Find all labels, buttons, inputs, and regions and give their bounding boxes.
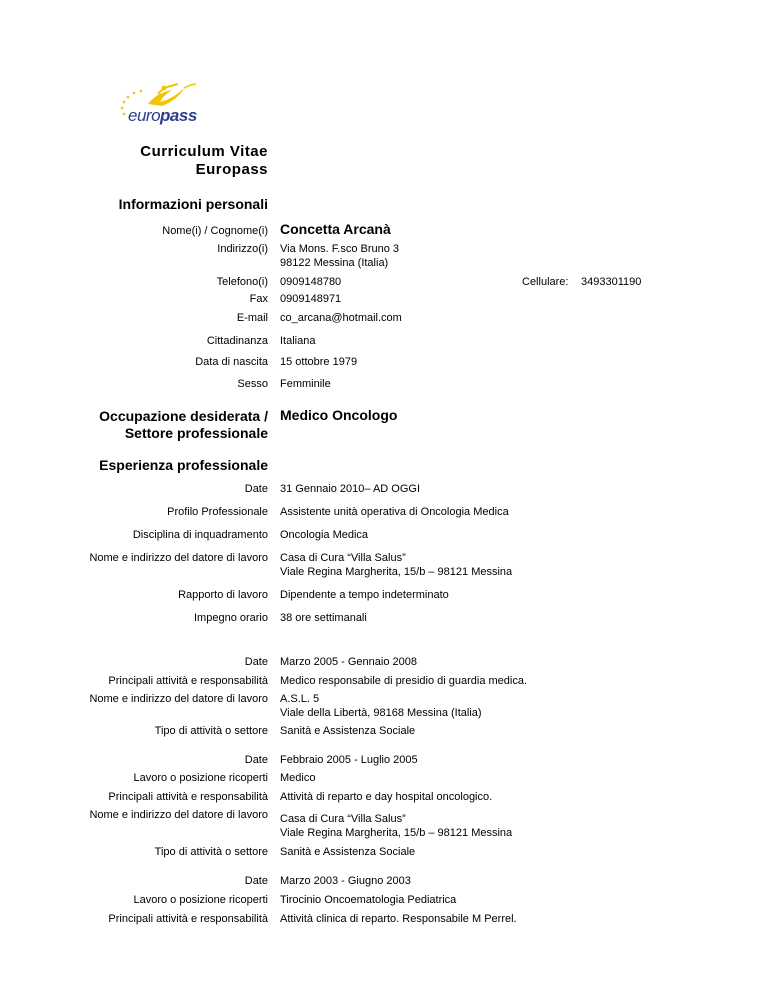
occupation-heading-2: Settore professionale	[124, 425, 268, 441]
full-name: Concetta Arcanà	[280, 221, 391, 237]
section-personal-info: Informazioni personali	[118, 196, 268, 212]
job2-date: Marzo 2005 - Gennaio 2008	[280, 656, 417, 668]
fax-value: 0909148971	[280, 293, 342, 305]
job3-position: Medico	[280, 772, 316, 784]
job2-duties-label: Principali attività e responsabilità	[108, 675, 268, 687]
email-value[interactable]: co_arcana@hotmail.com	[280, 312, 402, 324]
job1-discipline-label: Disciplina di inquadramento	[132, 529, 268, 541]
section-experience: Esperienza professionale	[99, 457, 268, 473]
job1-contract: Dipendente a tempo indeterminato	[280, 589, 449, 601]
address-line-2: 98122 Messina (Italia)	[280, 257, 389, 269]
address-label: Indirizzo(i)	[217, 243, 268, 255]
job1-profile-label: Profilo Professionale	[167, 506, 268, 518]
section-occupation	[99, 408, 268, 442]
job1-date: 31 Gennaio 2010– AD OGGI	[280, 483, 421, 495]
occupation-value: Medico Oncologo	[280, 407, 398, 423]
job2-date-label: Date	[244, 656, 268, 668]
job2-sector: Sanità e Assistenza Sociale	[280, 725, 416, 737]
title-line-1: Curriculum Vitae	[140, 143, 268, 160]
job4-duties: Attività clinica di reparto. Responsabile M Perrel.	[280, 913, 517, 925]
job3-position-label: Lavoro o posizione ricoperti	[133, 772, 268, 784]
job2-employer-label: Nome e indirizzo del datore di lavoro	[89, 693, 268, 705]
fax-label: Fax	[249, 293, 268, 305]
job4-position-label: Lavoro o posizione ricoperti	[133, 894, 268, 906]
job1-employer-name: Casa di Cura “Villa Salus”	[280, 552, 406, 564]
occupation-heading-1: Occupazione desiderata /	[99, 408, 268, 424]
job3-date-label: Date	[244, 754, 268, 766]
citizenship-value: Italiana	[280, 335, 316, 347]
job4-position: Tirocinio Oncoematologia Pediatrica	[280, 894, 457, 906]
europass-logo	[118, 82, 210, 128]
job3-date: Febbraio 2005 - Luglio 2005	[280, 754, 418, 766]
address-line-1: Via Mons. F.sco Bruno 3	[280, 243, 400, 255]
job1-employer-label: Nome e indirizzo del datore di lavoro	[89, 552, 268, 564]
citizenship-label: Cittadinanza	[206, 335, 268, 347]
job2-duties: Medico responsabile di presidio di guardia medica.	[280, 675, 528, 687]
job1-date-label: Date	[244, 483, 268, 495]
email-label: E-mail	[236, 312, 268, 324]
job3-sector-label: Tipo di attività o settore	[154, 846, 268, 858]
phone-value: 0909148780	[280, 276, 342, 288]
phone-label: Telefono(i)	[216, 276, 268, 288]
job4-date: Marzo 2003 - Giugno 2003	[280, 875, 411, 887]
job2-employer-name: A.S.L. 5	[280, 693, 320, 705]
job3-employer-name: Casa di Cura “Villa Salus”	[280, 813, 406, 825]
sex-label: Sesso	[237, 378, 268, 390]
name-label: Nome(i) / Cognome(i)	[162, 225, 268, 237]
europass-wordmark	[128, 106, 197, 126]
logo-part-euro: euro	[128, 106, 161, 125]
job1-profile: Assistente unità operativa di Oncologia Medica	[280, 506, 509, 518]
job1-contract-label: Rapporto di lavoro	[178, 589, 268, 601]
job3-duties-label: Principali attività e responsabilità	[108, 791, 268, 803]
job1-discipline: Oncologia Medica	[280, 529, 369, 541]
job2-sector-label: Tipo di attività o settore	[154, 725, 268, 737]
job4-date-label: Date	[244, 875, 268, 887]
job3-duties: Attività di reparto e day hospital oncologico.	[280, 791, 493, 803]
job1-hours-label: Impegno orario	[194, 612, 268, 624]
mobile-label: Cellulare:	[522, 276, 569, 288]
job3-employer-address: Viale Regina Margherita, 15/b – 98121 Messina	[280, 827, 513, 839]
sex-value: Femminile	[280, 378, 331, 390]
logo-part-pass: pass	[160, 106, 197, 125]
mobile-value: 3493301190	[581, 276, 642, 288]
birth-value: 15 ottobre 1979	[280, 356, 358, 368]
job4-duties-label: Principali attività e responsabilità	[108, 913, 268, 925]
title-line-2: Europass	[195, 161, 268, 178]
job2-employer-address: Viale della Libertà, 98168 Messina (Italia)	[280, 707, 482, 719]
job3-sector: Sanità e Assistenza Sociale	[280, 846, 416, 858]
job1-employer-address: Viale Regina Margherita, 15/b – 98121 Messina	[280, 566, 513, 578]
job3-employer-label: Nome e indirizzo del datore di lavoro	[89, 809, 268, 821]
job1-hours: 38 ore settimanali	[280, 612, 367, 624]
document-title	[140, 143, 268, 179]
birth-label: Data di nascita	[195, 356, 268, 368]
